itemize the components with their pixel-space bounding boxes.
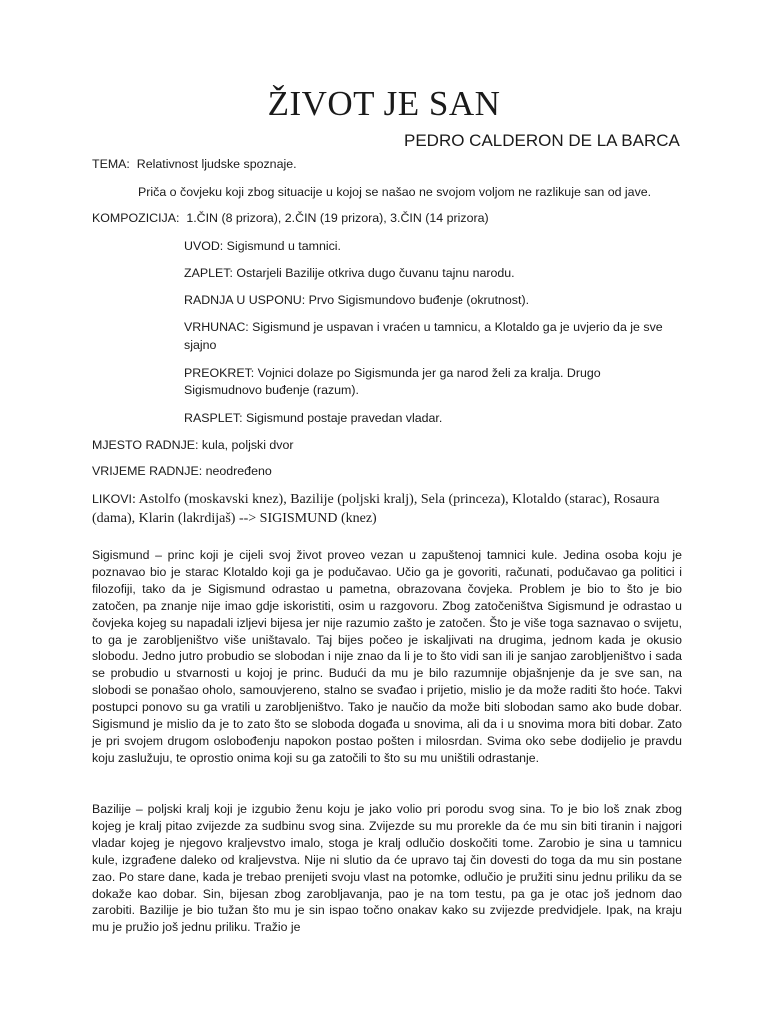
vrijeme-radnje: VRIJEME RADNJE: neodređeno [92, 464, 272, 478]
likovi-label: LIKOVI [92, 492, 132, 506]
sigismund-paragraph: Sigismund – princ koji je cijeli svoj život proveo vezan u zapuštenoj tamnici kule. Jedina osoba koju je poznavao bio je starac Klotaldo koji ga je podučavao. Učio ga je govoriti, računati, podučavao ga politici i filozofiji, tako da je Sigismund odrastao u pametna, obrazovana čovjeka. Problem je bio to što je bio zatočen, pa znanje nije imao gdje iskoristiti, osim u razgovoru. Zbog zatočeništva Sigismund je odrastao u čovjeka kojeg su napadali izljevi bijesa jer nije razumio zašto je zatočen. Što je više toga saznavao o svijetu, to ga je zarobljeništvo više uništavalo. Taj bijes počeo je iskaljivati na drugima, jednom kada je okusio slobodu. Jedno jutro probudio se slobodan i nije znao da li je to što vidi san ili je sanjao zarobljeništvo i sada se probudio u stvarnosti u kojoj je princ. Budući da mu je bilo razumnije objašnjenje da je sve san, na slobodi se ponašao oholo, samouvjereno, stalno se svađao i prijetio, mislio je da može raditi što hoće. Takvi postupci ponovo su ga vratili u zarobljeništvo. Tako je naučio da može biti slobodan samo ako bude dobar. Sigismund je mislio da je to zato što se sloboda događa u snovima, ali da i u snovima mora biti dobar. Zato je pri svojem drugom oslobođenju napokon postao pošten i milosrdan. Svima oko sebe dodijelio je pravdu koju zaslužuju, te oprostio onima koji su ga zatočili to što su mu uništili odrastanje. [92, 548, 682, 765]
uvod-line: UVOD: Sigismund u tamnici. [184, 239, 342, 253]
mjesto-radnje: MJESTO RADNJE: kula, poljski dvor [92, 438, 294, 452]
document-author: PEDRO CALDERON DE LA BARCA [404, 131, 680, 150]
rasplet-line: RASPLET: Sigismund postaje pravedan vladar. [184, 411, 443, 425]
document-title: ŽIVOT JE SAN [267, 84, 501, 123]
tema-label: TEMA: [92, 157, 130, 171]
kompozicija-label: KOMPOZICIJA: [92, 211, 180, 225]
zaplet-line: ZAPLET: Ostarjeli Bazilije otkriva dugo čuvanu tajnu narodu. [184, 266, 515, 280]
tema-row [92, 156, 297, 173]
tema-value: Relativnost ljudske spoznaje. [136, 157, 297, 171]
kompozicija-value: 1.ČIN (8 prizora), 2.ČIN (19 prizora), 3.ČIN (14 prizora) [186, 211, 489, 225]
tema-description: Priča o čovjeku koji zbog situacije u kojoj se našao ne svojom voljom ne razlikuje san od jave. [138, 185, 652, 199]
vrhunac-line-2: sjajno [184, 338, 217, 352]
preokret-line-2: Sigismudnovo buđenje (razum). [184, 383, 359, 397]
radnja-line: RADNJA U USPONU: Prvo Sigismundovo buđenje (okrutnost). [184, 293, 530, 307]
likovi-block [92, 490, 692, 528]
preokret-line-1: PREOKRET: Vojnici dolaze po Sigismunda jer ga narod želi za kralja. Drugo [184, 366, 601, 380]
likovi-names: : Astolfo (moskavski knez), Bazilije (poljski kralj), Sela (princeza), Klotaldo (starac), Rosaura (dama), Klarin (lakrdijaš) --> SIGISMUND (knez) [92, 492, 660, 526]
vrhunac-line-1: VRHUNAC: Sigismund je uspavan i vraćen u tamnicu, a Klotaldo ga je uvjerio da je sve [184, 320, 663, 334]
bazilije-paragraph: Bazilije – poljski kralj koji je izgubio ženu koju je jako volio pri porodu svog sina. To je bio loš znak zbog kojeg je kralj pitao zvijezde za sudbinu svog sina. Zvijezde su mu prorekle da će mu sin biti tiranin i najgori vladar kojeg je njegovo kraljevstvo imalo, stoga je kralj odlučio doskočiti tome. Zarobio je sina u tamnicu kule, izgrađene daleko od kraljevstva. Nije ni slutio da će upravo taj čin dovesti do toga da mu sin postane zao. Po stare dane, kada je trebao prenijeti svoju vlast na potomke, odlučio je pružiti sinu jednu priliku da se dokaže kao dobar. Sin, bijesan zbog zarobljavanja, pao je na tom testu, pa ga je otac još jednom dao zarobiti. Bazilije je bio tužan što mu je sin ispao točno onakav kako su zvijezde predvidjele. Ipak, na kraju mu je pružio još jednu priliku. Tražio je [92, 802, 682, 935]
kompozicija-row [92, 210, 489, 227]
